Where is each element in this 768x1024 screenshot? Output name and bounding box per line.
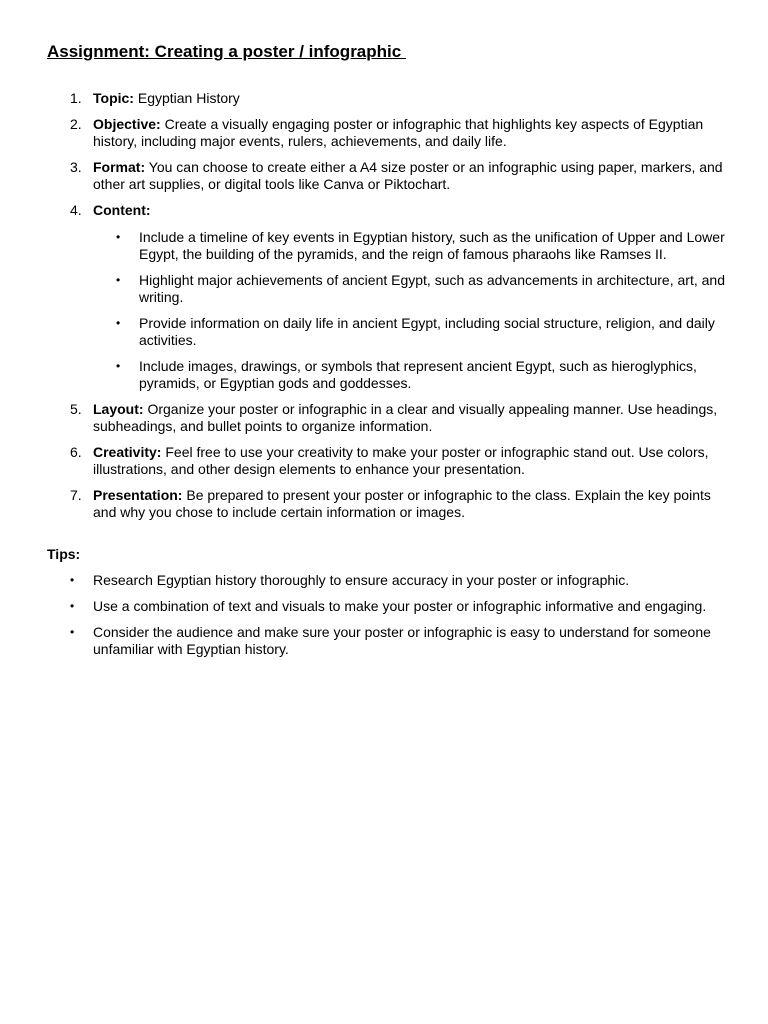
- tip-text: Consider the audience and make sure your poster or infographic is easy to understand for someone unfamiliar with Egyptian history.: [93, 624, 711, 657]
- tips-list: [47, 572, 727, 667]
- item-text: Egyptian History: [133, 90, 240, 106]
- numbered-list: [47, 90, 727, 530]
- item-text: Create a visually engaging poster or infographic that highlights key aspects of Egyptian history, including major events, rulers, achievements, and daily life.: [93, 116, 704, 149]
- list-number: 7.: [70, 487, 82, 503]
- list-number: 6.: [70, 444, 82, 460]
- list-item-creativity: [47, 444, 727, 478]
- list-number: 1.: [70, 90, 82, 106]
- bullet-icon: •: [70, 573, 75, 587]
- list-number: 5.: [70, 401, 82, 417]
- tip-text: Use a combination of text and visuals to make your poster or infographic informative and engaging.: [93, 598, 707, 614]
- list-item-presentation: [47, 487, 727, 521]
- bullet-icon: •: [70, 625, 75, 639]
- item-label: Creativity:: [93, 444, 162, 460]
- list-item-content: [47, 202, 727, 392]
- list-item-topic: [47, 90, 727, 107]
- content-bullet-list: [93, 229, 727, 392]
- list-number: 4.: [70, 202, 82, 218]
- bullet-icon: •: [116, 230, 121, 244]
- bullet-text: Include a timeline of key events in Egyptian history, such as the unification of Upper and Lower Egypt, the building of the pyramids, and the reign of famous pharaohs like Ramses II.: [139, 229, 725, 262]
- item-text: Organize your poster or infographic in a clear and visually appealing manner. Use headings, subheadings, and bullet points to organize information.: [93, 401, 718, 434]
- item-label: Topic:: [93, 90, 134, 106]
- document-title: Assignment: Creating a poster / infographic: [47, 42, 406, 61]
- content-bullet: [93, 315, 727, 349]
- item-label: Objective:: [93, 116, 161, 132]
- item-text: You can choose to create either a A4 size poster or an infographic using paper, markers, and other art supplies, or digital tools like Canva or Piktochart.: [93, 159, 723, 192]
- item-label: Layout:: [93, 401, 144, 417]
- bullet-text: Highlight major achievements of ancient Egypt, such as advancements in architecture, art, and writing.: [139, 272, 725, 305]
- list-item-objective: [47, 116, 727, 150]
- bullet-icon: •: [116, 359, 121, 373]
- tips-heading: Tips:: [47, 546, 81, 562]
- bullet-text: Include images, drawings, or symbols that represent ancient Egypt, such as hieroglyphics, pyramids, or Egyptian gods and goddesses.: [139, 358, 697, 391]
- list-item-format: [47, 159, 727, 193]
- list-number: 2.: [70, 116, 82, 132]
- content-bullet: [93, 272, 727, 306]
- bullet-icon: •: [116, 316, 121, 330]
- item-label: Content:: [93, 202, 151, 218]
- tip-item: [47, 598, 727, 615]
- item-text: Be prepared to present your poster or infographic to the class. Explain the key points and why you chose to include certain information or images.: [93, 487, 711, 520]
- item-label: Presentation:: [93, 487, 183, 503]
- item-text: Feel free to use your creativity to make your poster or infographic stand out. Use colors, illustrations, and other design elements to enhance your presentation.: [93, 444, 709, 477]
- bullet-text: Provide information on daily life in ancient Egypt, including social structure, religion, and daily activities.: [139, 315, 715, 348]
- content-bullet: [93, 229, 727, 263]
- tip-text: Research Egyptian history thoroughly to ensure accuracy in your poster or infographic.: [93, 572, 630, 588]
- bullet-icon: •: [70, 599, 75, 613]
- bullet-icon: •: [116, 273, 121, 287]
- item-label: Format:: [93, 159, 146, 175]
- list-item-layout: [47, 401, 727, 435]
- list-number: 3.: [70, 159, 82, 175]
- tip-item: [47, 572, 727, 589]
- content-bullet: [93, 358, 727, 392]
- tip-item: [47, 624, 727, 658]
